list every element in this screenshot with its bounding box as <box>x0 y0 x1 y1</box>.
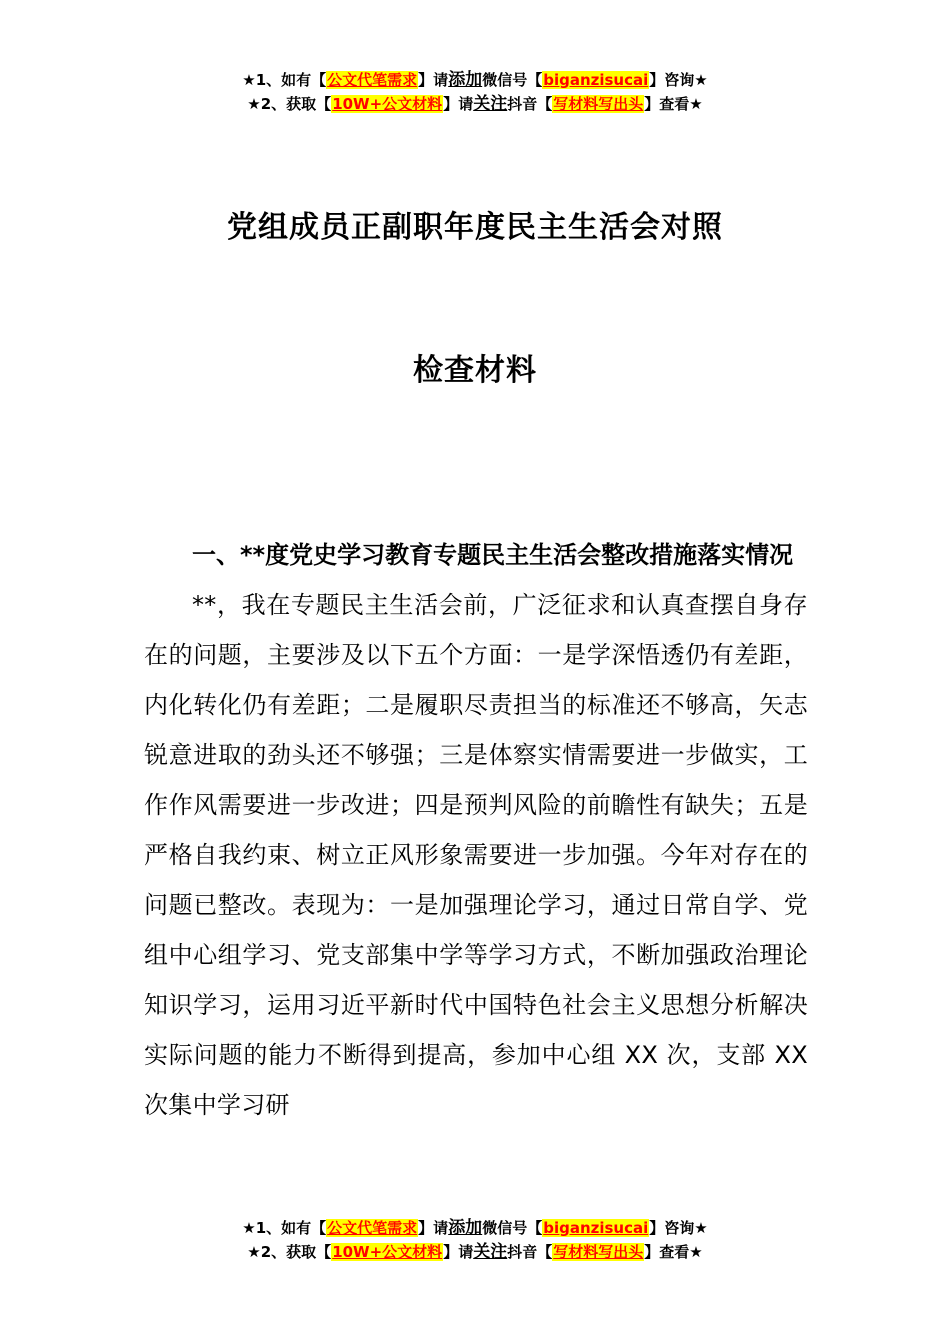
highlight-wechat-id: biganzisucai <box>543 1219 649 1237</box>
highlight-materials: 10W+公文材料 <box>332 95 443 113</box>
promo-line-1: ★1、如有【公文代笔需求】请添加微信号【biganzisucai】咨询★ <box>242 1218 708 1238</box>
promo-line-2: ★2、获取【10W+公文材料】请关注抖音【写材料写出头】查看★ <box>247 1242 703 1262</box>
highlight-douyin: 写材料写出头 <box>553 95 644 113</box>
highlight-materials: 10W+公文材料 <box>332 1243 443 1261</box>
promo-banner-top <box>0 68 950 116</box>
promo-line-2: ★2、获取【10W+公文材料】请关注抖音【写材料写出头】查看★ <box>247 94 703 114</box>
section-heading: 一、**度党史学习教育专题民主生活会整改措施落实情况 <box>192 541 794 569</box>
document-body <box>144 530 808 1130</box>
highlight-douyin: 写材料写出头 <box>553 1243 644 1261</box>
highlight-service: 公文代笔需求 <box>327 1219 418 1237</box>
document-title-line-1: 党组成员正副职年度民主生活会对照 <box>227 210 723 245</box>
highlight-wechat-id: biganzisucai <box>543 71 649 89</box>
promo-banner-bottom <box>0 1216 950 1264</box>
document-title-line-2: 检查材料 <box>413 353 537 388</box>
highlight-service: 公文代笔需求 <box>327 71 418 89</box>
promo-line-1: ★1、如有【公文代笔需求】请添加微信号【biganzisucai】咨询★ <box>242 70 708 90</box>
body-paragraph: **，我在专题民主生活会前，广泛征求和认真查摆自身存在的问题，主要涉及以下五个方面：一是学深悟透仍有差距，内化转化仍有差距；二是履职尽责担当的标准还不够高，矢志锐意进取的劲头还不够强；三是体察实情需要进一步做实，工作作风需要进一步改进；四是预判风险的前瞻性有缺失；五是严格自我约束、树立正风形象需要进一步加强。今年对存在的问题已整改。表现为：一是加强理论学习，通过日常自学、党组中心组学习、党支部集中学等学习方式，不断加强政治理论知识学习，运用习近平新时代中国特色社会主义思想分析解决实际问题的能力不断得到提高，参加中心组 XX 次，支部 XX 次集中学习研 <box>144 591 808 1119</box>
